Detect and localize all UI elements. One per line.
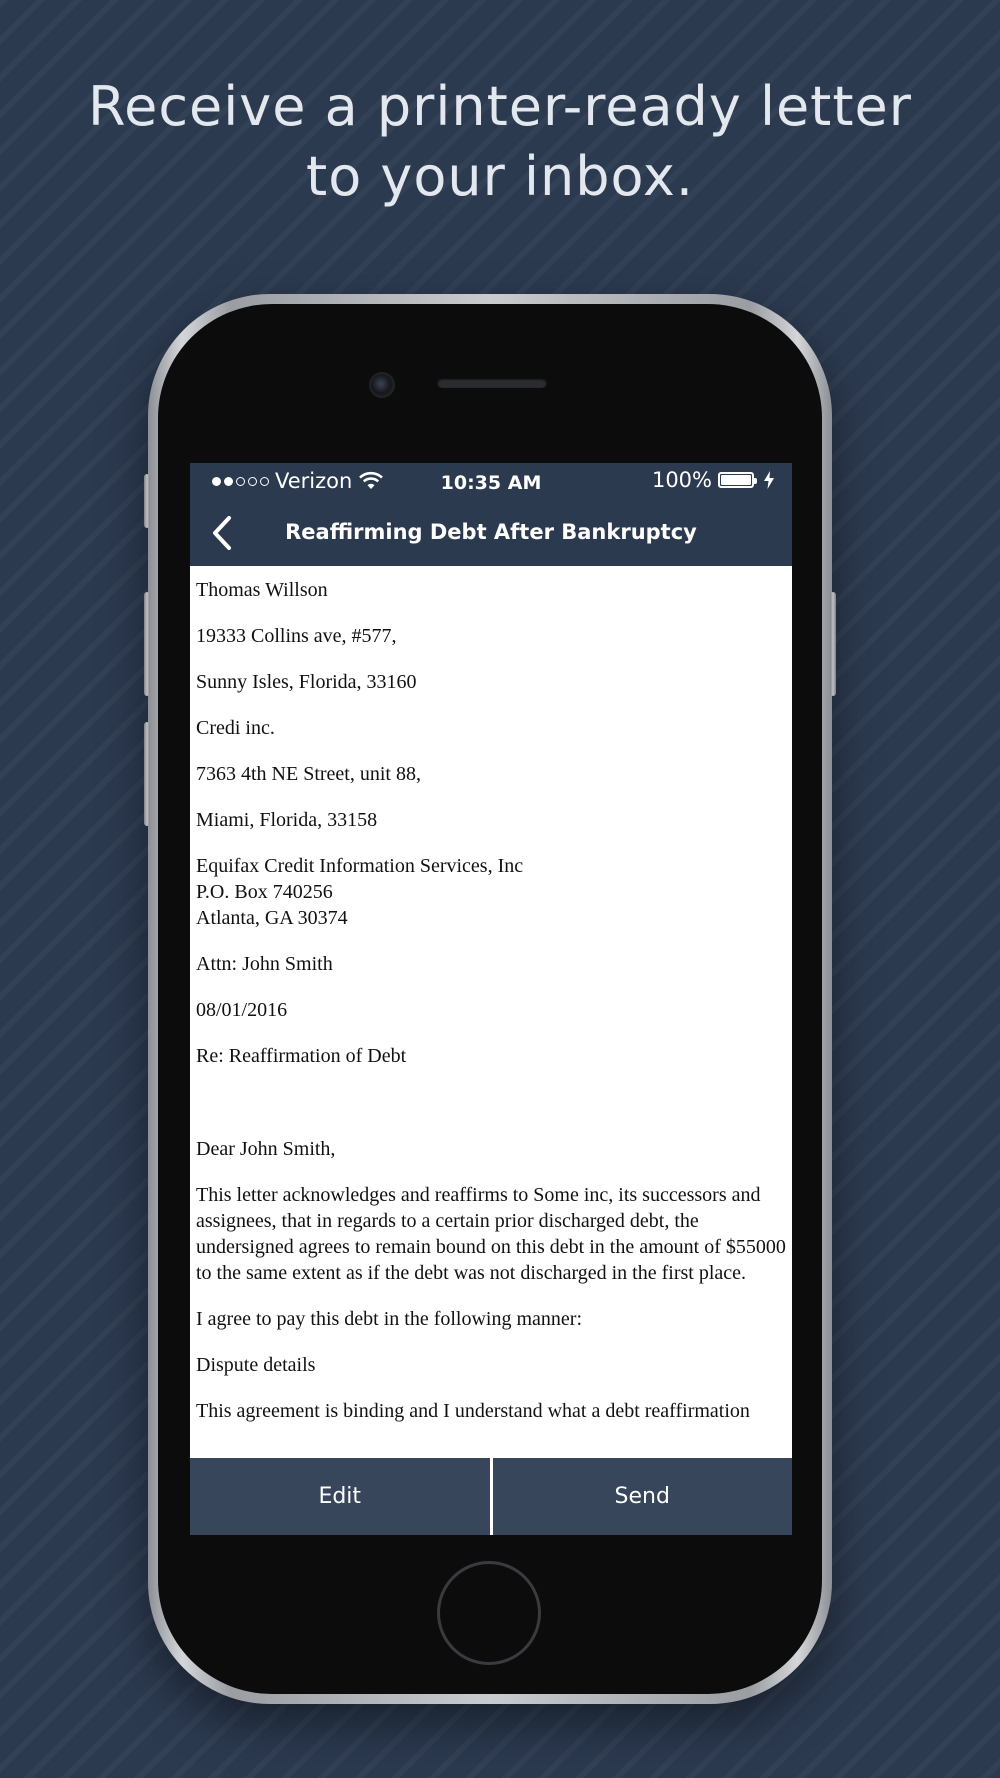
app-screen [190,463,792,1535]
sender-city: Sunny Isles, Florida, 33160 [196,671,417,693]
bottom-toolbar [190,1458,792,1535]
carrier-name: Verizon [275,469,353,493]
front-camera [369,372,395,398]
power-button [830,592,836,696]
earpiece-speaker [437,378,547,388]
letter-date: 08/01/2016 [196,999,288,1021]
subject-line: Re: Reaffirmation of Debt [196,1045,407,1067]
send-button[interactable]: Send [614,1484,670,1509]
creditor-name: Credi inc. [196,717,275,739]
home-button[interactable] [437,1561,541,1665]
page-title: Reaffirming Debt After Bankruptcy [285,520,697,544]
volume-down-button [144,722,150,826]
navigation-bar [190,501,792,566]
status-time: 10:35 AM [440,472,542,494]
volume-up-button [144,592,150,696]
battery-percent: 100% [651,468,712,492]
body-paragraph-2: I agree to pay this debt in the following manner: [196,1308,583,1330]
mute-switch [144,474,150,528]
headline-line-2: to your inbox. [306,145,694,208]
creditor-city: Miami, Florida, 33158 [196,809,378,831]
attention-line: Attn: John Smith [196,953,333,975]
body-paragraph-1: This letter acknowledges and reaffirms to Some inc, its successors and assignees, that in regards to a certain prior discharged debt, the undersigned agrees to remain bound on this debt in the amount of $55000 to the same extent as if the debt was not discharged in the first place. [196,1184,786,1284]
salutation: Dear John Smith, [196,1138,336,1160]
sender-street: 19333 Collins ave, #577, [196,625,397,647]
charging-bolt-icon [764,471,774,489]
agency-box: P.O. Box 740256 [196,881,333,903]
edit-button[interactable]: Edit [318,1484,362,1509]
letter-preview [190,566,792,1458]
battery-icon [718,472,754,488]
sender-name: Thomas Willson [196,579,328,601]
status-right [652,468,774,492]
body-paragraph-3: Dispute details [196,1354,316,1376]
creditor-street: 7363 4th NE Street, unit 88, [196,763,421,785]
agency-name: Equifax Credit Information Services, Inc [196,855,524,877]
headline [0,72,1000,212]
agency-city: Atlanta, GA 30374 [196,907,348,929]
headline-line-1: Receive a printer-ready letter [88,75,912,138]
status-bar [190,463,792,501]
body-paragraph-4: This agreement is binding and I understand what a debt reaffirmation [196,1400,750,1422]
